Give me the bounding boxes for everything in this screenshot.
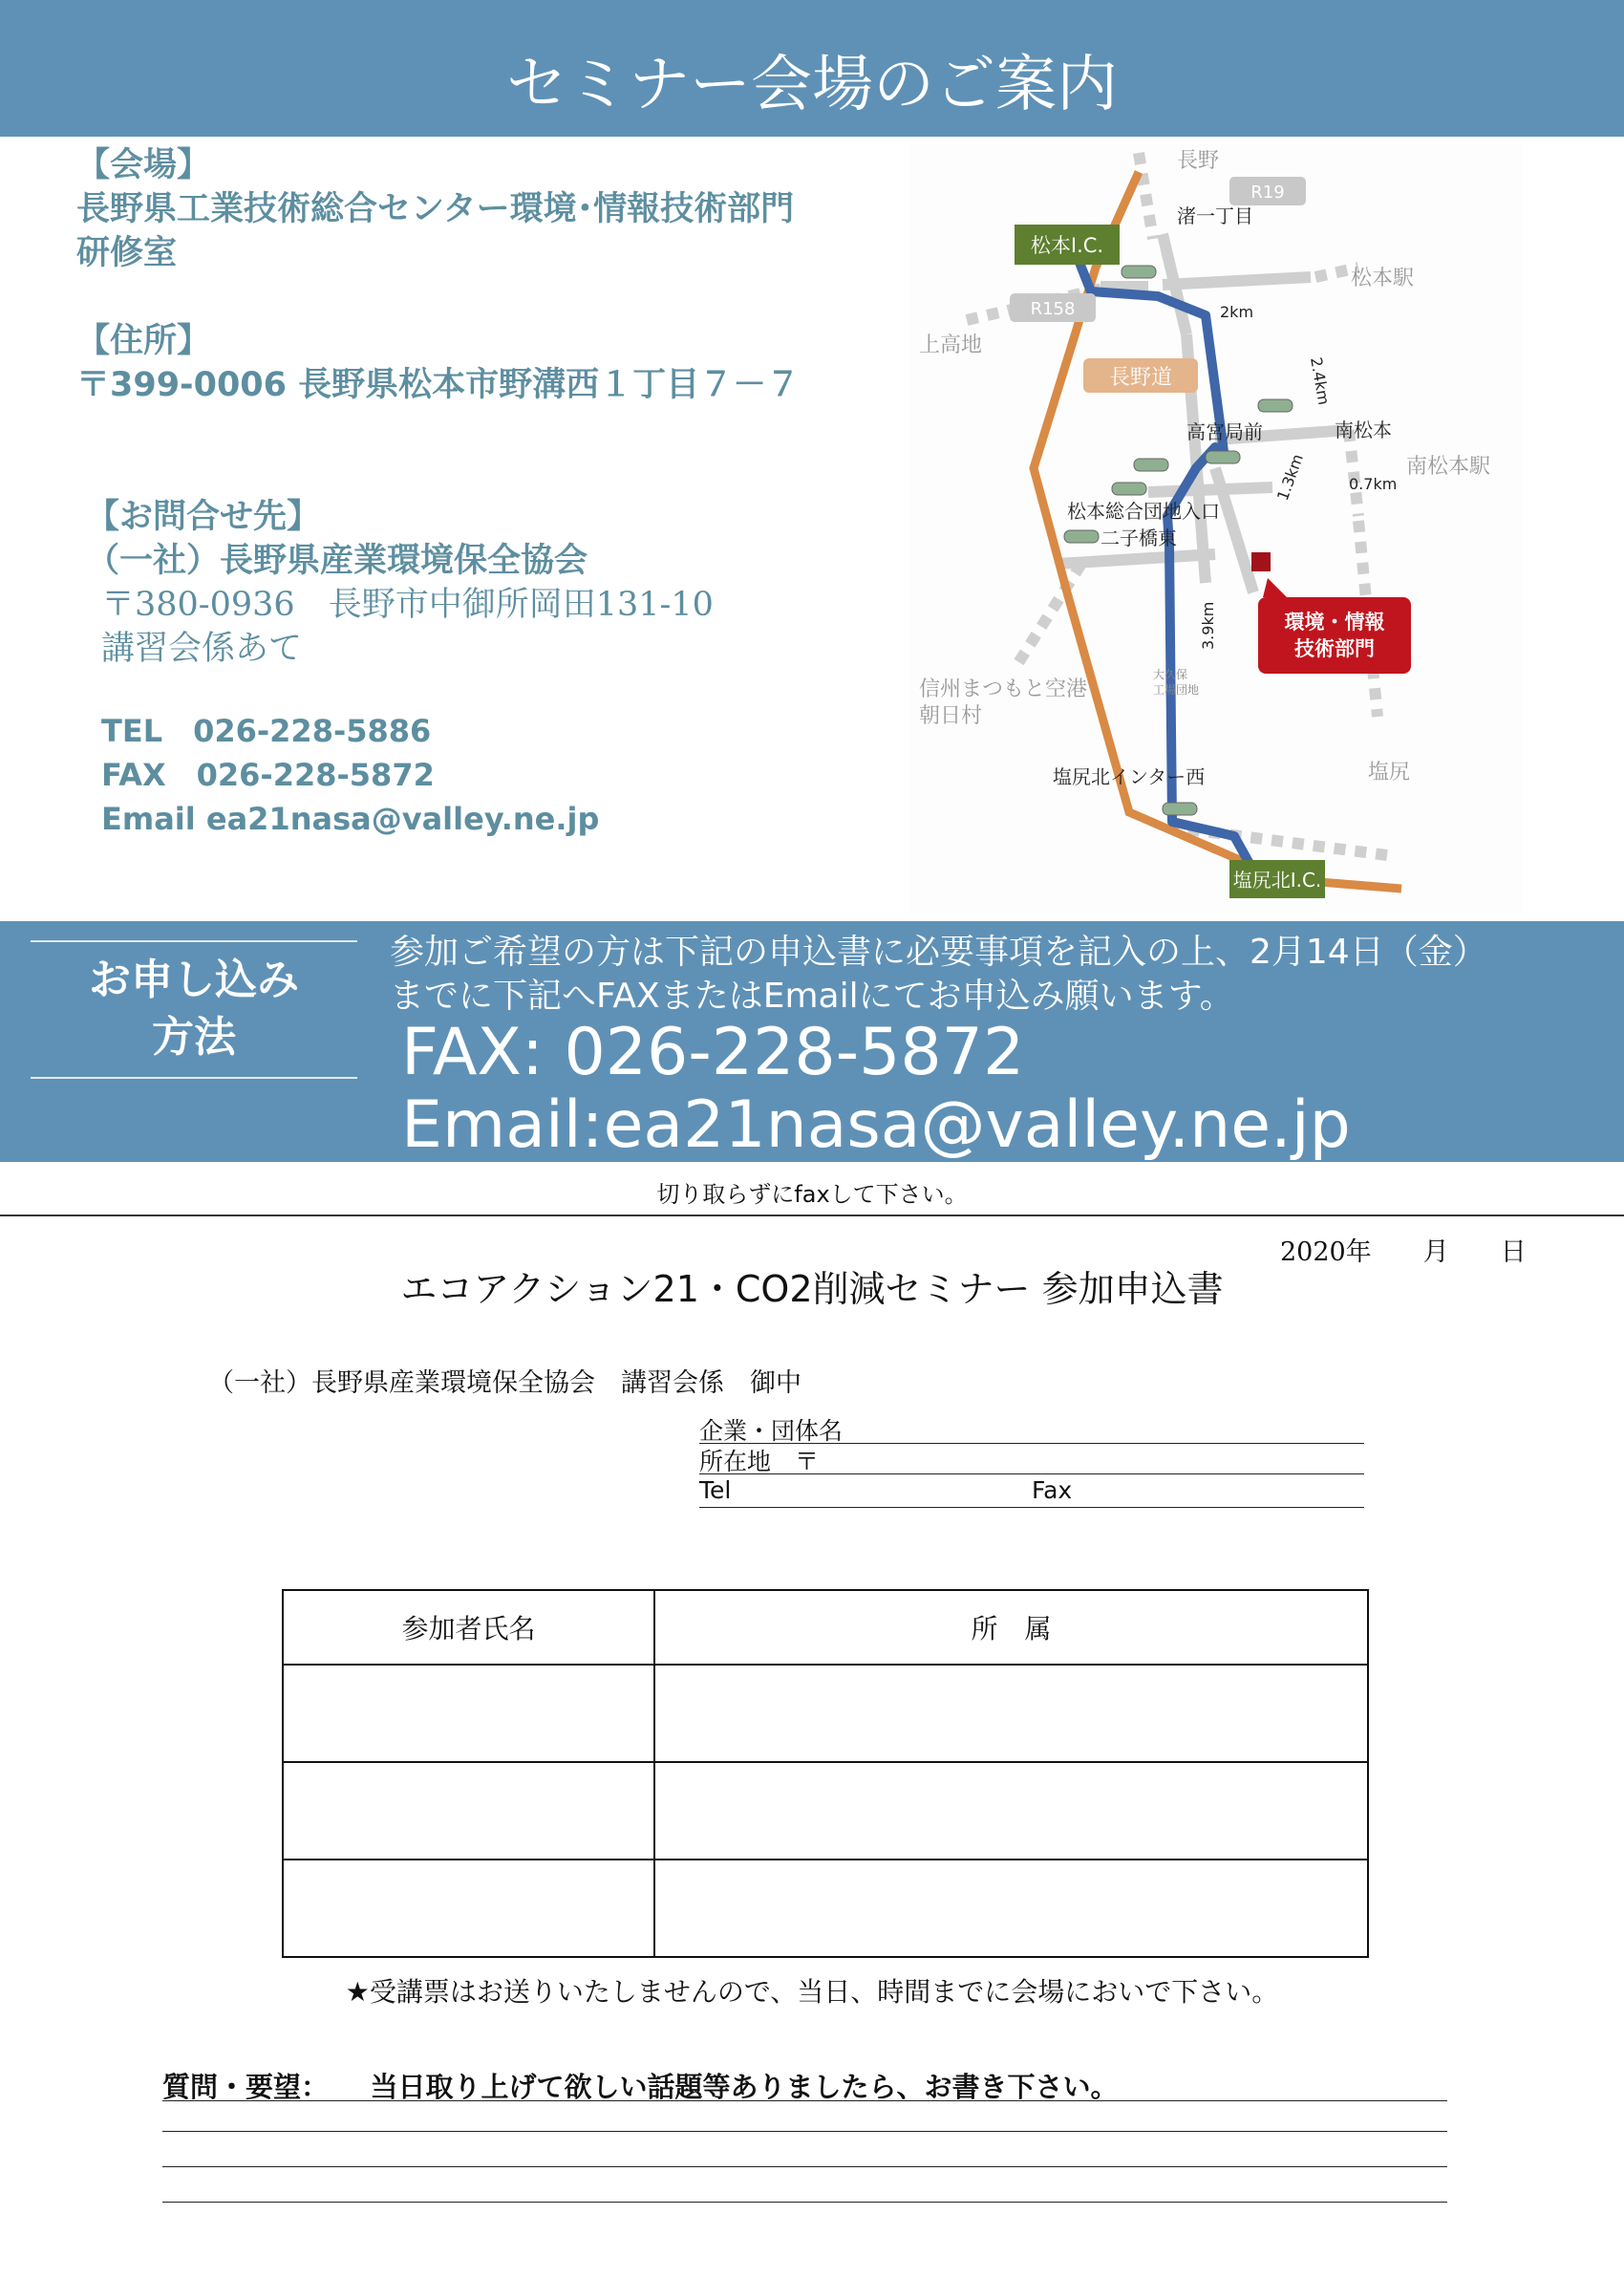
question-label: 質問・要望： 当日取り上げて欲しい話題等ありましたら、お書き下さい。 xyxy=(162,2071,1119,2103)
label-shiojiri-kita-nishi: 塩尻北インター西 xyxy=(1053,765,1206,788)
fax-label: Fax xyxy=(1032,1476,1073,1504)
inquiry-fax: FAX 026-228-5872 xyxy=(101,757,435,793)
venue-marker-box xyxy=(1258,597,1411,674)
venue-marker-line2: 技術部門 xyxy=(1294,637,1375,660)
label-matsumoto-sta: 松本駅 xyxy=(1351,267,1415,290)
cut-note: 切り取らずにfaxして下さい。 xyxy=(656,1181,968,1208)
col-affiliation: 所 属 xyxy=(654,1590,1368,1665)
table-row xyxy=(283,1762,1368,1860)
label-minami-matsumoto: 南松本 xyxy=(1335,419,1392,441)
inquiry-tel: TEL 026-228-5886 xyxy=(101,713,432,749)
affiliation-cell[interactable] xyxy=(654,1860,1368,1957)
venue-marker-line1: 環境・情報 xyxy=(1284,611,1385,634)
venue-marker-square xyxy=(1251,552,1271,571)
map-svg xyxy=(909,143,1523,913)
label-okubo-danchi: 工場団地 xyxy=(1153,683,1200,697)
cut-line xyxy=(0,1215,1624,1216)
page-header xyxy=(0,0,1624,137)
page-title: セミナー会場のご案内 xyxy=(506,50,1118,120)
company-label: 企業・団体名 xyxy=(699,1417,844,1445)
venue-marker-pointer xyxy=(1263,578,1287,597)
apply-email[interactable]: Email:ea21nasa@valley.ne.jp xyxy=(401,1087,1351,1163)
question-line[interactable] xyxy=(162,2166,1447,2167)
shiojiri-kita-ic-label: 塩尻北I.C. xyxy=(1232,869,1322,892)
label-nagano: 長野 xyxy=(1177,149,1220,173)
tel-label: Tel xyxy=(699,1476,732,1504)
apply-banner xyxy=(0,921,1624,1162)
label-nagisa: 渚一丁目 xyxy=(1177,204,1253,227)
apply-text-line1: 参加ご希望の方は下記の申込書に必要事項を記入の上、2月14日（金） xyxy=(390,933,1487,972)
matsumoto-ic-label: 松本I.C. xyxy=(1030,234,1104,257)
label-minami-matsumoto-sta: 南松本駅 xyxy=(1406,455,1491,479)
address-label: 【住所】 xyxy=(76,322,211,360)
form-date[interactable]: 2020年 月 日 xyxy=(1280,1237,1527,1267)
label-2km: 2km xyxy=(1220,303,1254,321)
label-39km: 3.9km xyxy=(1199,601,1217,650)
location-field[interactable] xyxy=(699,1443,1364,1474)
venue-room: 研修室 xyxy=(76,234,178,272)
table-row xyxy=(283,1860,1368,1957)
address-value: 〒399-0006 長野県松本市野溝西１丁目７－７ xyxy=(76,366,801,404)
r19-label: R19 xyxy=(1250,183,1285,203)
inquiry-email: Email ea21nasa@valley.ne.jp xyxy=(101,801,600,837)
affiliation-cell[interactable] xyxy=(654,1665,1368,1762)
inquiry-label: 【お問合せ先】 xyxy=(86,498,321,536)
inquiry-postal: 〒380-0936 長野市中御所岡田131-10 xyxy=(101,586,714,624)
participant-name-cell[interactable] xyxy=(283,1665,654,1762)
label-okubo: 大久保 xyxy=(1153,668,1188,681)
location-label: 所在地 〒 xyxy=(699,1448,820,1475)
inquiry-dept: 講習会係あて xyxy=(101,630,303,668)
participant-name-cell[interactable] xyxy=(283,1762,654,1860)
table-row xyxy=(283,1665,1368,1762)
label-asahi: 朝日村 xyxy=(919,704,983,728)
label-07km: 0.7km xyxy=(1349,475,1398,493)
inquiry-org: （一社）長野県産業環境保全協会 xyxy=(86,542,588,580)
tel-fax-field[interactable] xyxy=(699,1476,1364,1508)
expressway-label: 長野道 xyxy=(1108,366,1173,390)
venue-map xyxy=(909,143,1523,913)
label-futagobashi: 二子橋東 xyxy=(1100,527,1177,549)
apply-label-line2: 方法 xyxy=(152,1013,236,1062)
label-kamikochi: 上高地 xyxy=(919,333,983,357)
apply-instructions xyxy=(390,931,1613,1019)
venue-info xyxy=(76,143,898,841)
participant-table xyxy=(282,1589,1369,1958)
question-line[interactable] xyxy=(162,2131,1447,2132)
company-field[interactable] xyxy=(699,1412,1364,1444)
form-recipient: （一社）長野県産業環境保全協会 講習会係 御中 xyxy=(208,1368,801,1398)
apply-method-label xyxy=(31,940,357,1079)
label-takamiya: 高宮局前 xyxy=(1186,420,1263,443)
question-field[interactable] xyxy=(162,2066,1447,2101)
venue-name: 長野県工業技術総合センター環境･情報技術部門 xyxy=(76,190,795,228)
ticket-note: ★受講票はお送りいたしませんので、当日、時間までに会場においで下さい。 xyxy=(345,1976,1279,2008)
traffic-lights xyxy=(1064,266,1293,815)
label-shiojiri: 塩尻 xyxy=(1368,761,1411,785)
col-participant-name: 参加者氏名 xyxy=(283,1590,654,1665)
affiliation-cell[interactable] xyxy=(654,1762,1368,1860)
form-title: エコアクション21・CO2削減セミナー 参加申込書 xyxy=(400,1268,1224,1310)
label-sogodanchi: 松本総合団地入口 xyxy=(1067,500,1220,523)
question-line[interactable] xyxy=(162,2202,1447,2203)
label-airport: 信州まつもと空港 xyxy=(919,677,1088,701)
r158-label: R158 xyxy=(1030,299,1076,319)
label-24km: 2.4km xyxy=(1307,355,1334,407)
apply-label-line1: お申し込み xyxy=(89,956,299,1004)
apply-text-line2: までに下記へFAXまたはEmailにてお申込み願います。 xyxy=(390,977,1234,1016)
participant-name-cell[interactable] xyxy=(283,1860,654,1957)
label-13km: 1.3km xyxy=(1272,451,1307,504)
apply-fax: FAX: 026-228-5872 xyxy=(401,1015,1025,1090)
table-header-row xyxy=(283,1590,1368,1665)
venue-label: 【会場】 xyxy=(76,146,211,184)
